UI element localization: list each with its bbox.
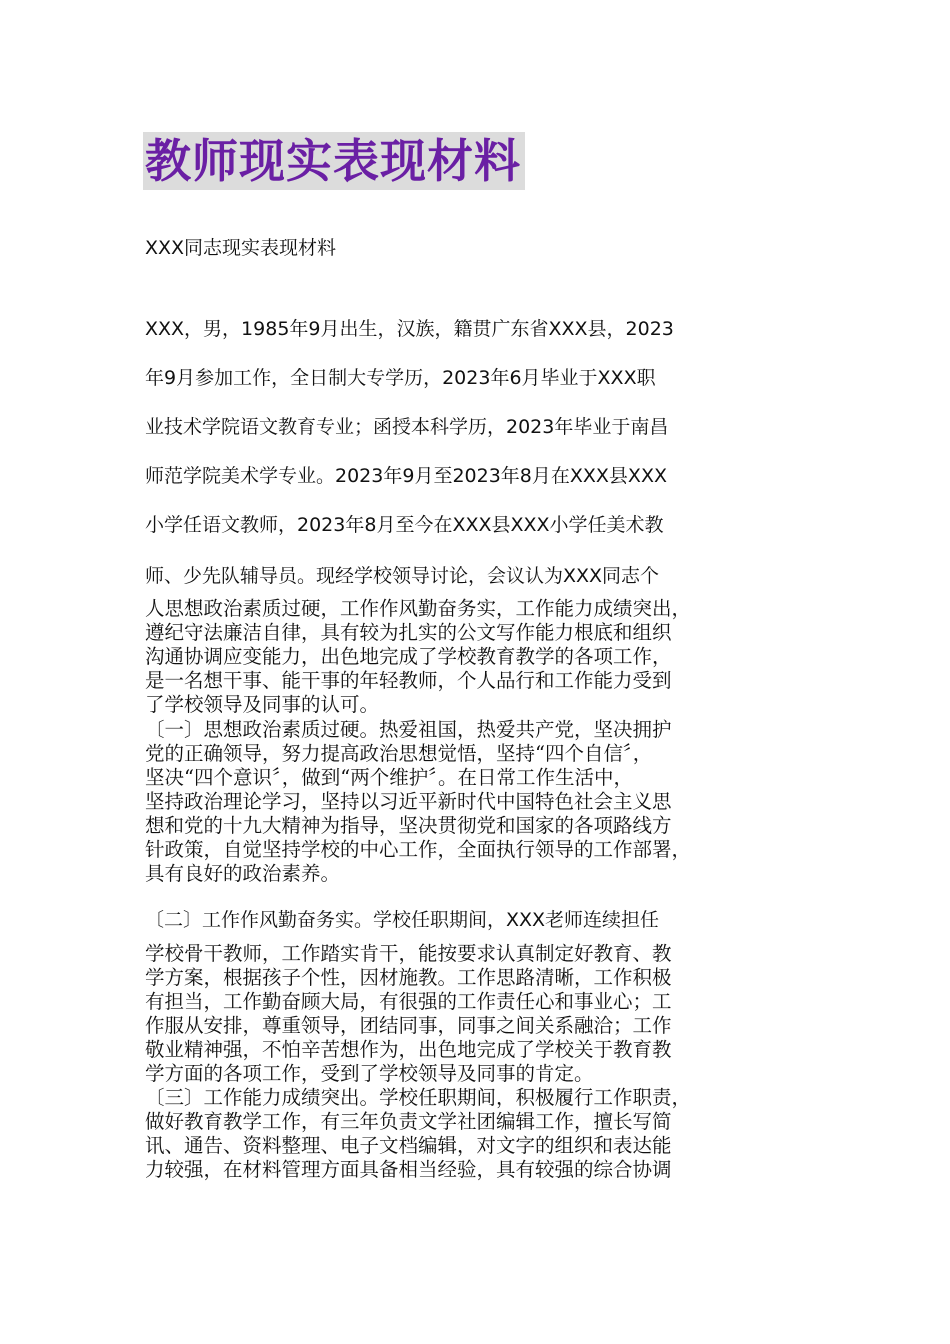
section2-heading-line: 〔二〕工作作风勤奋务实。学校任职期间，XXX老师连续担任 — [145, 909, 660, 931]
section3-line: 〔三〕工作能力成绩突出。学校任职期间，积极履行工作职责， — [145, 1086, 692, 1109]
section2-line: 敬业精神强，不怕辛苦想作为，出色地完成了学校关于教育教 — [145, 1038, 672, 1061]
summary-line: 了学校领导及同事的认可。 — [145, 693, 380, 716]
section1-line: 想和党的十九大精神为指导，坚决贯彻党和国家的各项路线方 — [145, 814, 672, 837]
summary-line: 人思想政治素质过硬，工作作风勤奋务实，工作能力成绩突出， — [145, 597, 692, 620]
summary-line: 遵纪守法廉洁自律，具有较为扎实的公文写作能力根底和组织 — [145, 621, 672, 644]
section2-line: 作服从安排，尊重领导，团结同事，同事之间关系融洽；工作 — [145, 1014, 672, 1037]
section1-line: 党的正确领导，努力提高政治思想觉悟，坚持“四个自信〞， — [145, 742, 653, 765]
intro-line: 业技术学院语文教育专业；函授本科学历，2023年毕业于南昌 — [145, 416, 669, 438]
section2-line: 学方面的各项工作，受到了学校领导及同事的肯定。 — [145, 1062, 594, 1085]
section3-line: 讯、通告、资料整理、电子文档编辑，对文字的组织和表达能 — [145, 1134, 672, 1157]
summary-line: 是一名想干事、能干事的年轻教师，个人品行和工作能力受到 — [145, 669, 672, 692]
document-subtitle: XXX同志现实表现材料 — [145, 237, 337, 259]
intro-line: 小学任语文教师，2023年8月至今在XXX县XXX小学任美术教 — [145, 514, 664, 536]
section3-line: 力较强，在材料管理方面具备相当经验，具有较强的综合协调 — [145, 1158, 672, 1181]
section1-line: 坚决“四个意识〞，做到“两个维护〞。在日常工作生活中， — [145, 766, 633, 789]
section1-line: 〔一〕思想政治素质过硬。热爱祖国，热爱共产党，坚决拥护 — [145, 718, 672, 741]
section3-line: 做好教育教学工作，有三年负责文学社团编辑工作，擅长写简 — [145, 1110, 672, 1133]
section2-line: 有担当，工作勤奋顾大局，有很强的工作责任心和事业心；工 — [145, 990, 672, 1013]
section1-line: 坚持政治理论学习，坚持以习近平新时代中国特色社会主义思 — [145, 790, 672, 813]
summary-line: 沟通协调应变能力，出色地完成了学校教育教学的各项工作， — [145, 645, 672, 668]
section2-line: 学校骨干教师，工作踏实肯干，能按要求认真制定好教育、教 — [145, 942, 672, 965]
intro-line: XXX，男，1985年9月出生，汉族，籍贯广东省XXX县，2023 — [145, 318, 674, 340]
section2-line: 学方案，根据孩子个性，因材施教。工作思路清晰，工作积极 — [145, 966, 672, 989]
intro-line: 师范学院美术学专业。2023年9月至2023年8月在XXX县XXX — [145, 465, 667, 487]
section1-line: 针政策，自觉坚持学校的中心工作，全面执行领导的工作部署， — [145, 838, 692, 861]
intro-line: 师、少先队辅导员。现经学校领导讨论，会议认为XXX同志个 — [145, 565, 660, 587]
document-title: 教师现实表现材料 — [143, 132, 525, 190]
section1-line: 具有良好的政治素养。 — [145, 862, 341, 885]
intro-line: 年9月参加工作，全日制大专学历，2023年6月毕业于XXX职 — [145, 367, 656, 389]
